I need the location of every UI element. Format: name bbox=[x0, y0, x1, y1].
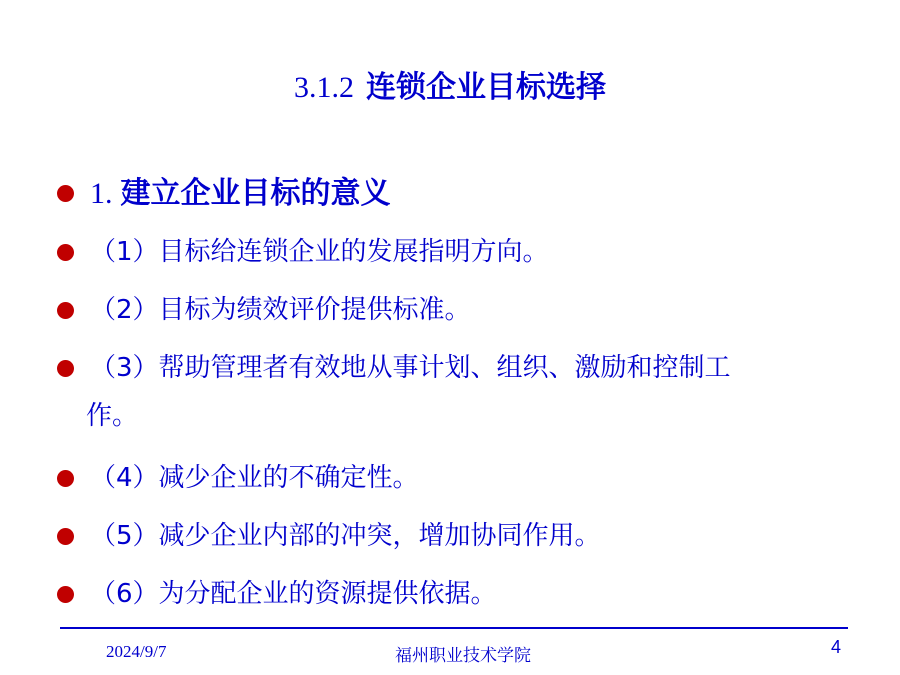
list-item bbox=[56, 570, 856, 628]
list-item bbox=[56, 512, 856, 570]
heading-item bbox=[56, 170, 856, 228]
list-item bbox=[56, 228, 856, 286]
bullet-list bbox=[56, 170, 856, 628]
bullet-dot-icon bbox=[57, 360, 74, 377]
heading-number: 1. bbox=[90, 177, 113, 210]
slide-title bbox=[0, 66, 900, 110]
title-text: 连锁企业目标选择 bbox=[366, 70, 606, 105]
page-number: 4 bbox=[831, 637, 842, 657]
list-item bbox=[56, 454, 856, 512]
list-item bbox=[56, 286, 856, 344]
list-item-text: （4）减少企业的不确定性。 bbox=[90, 463, 419, 493]
list-item-text: （5）减少企业内部的冲突，增加协同作用。 bbox=[90, 521, 601, 551]
bullet-dot-icon bbox=[57, 302, 74, 319]
bullet-dot-icon bbox=[57, 244, 74, 261]
bullet-dot-icon bbox=[57, 586, 74, 603]
bullet-dot-icon bbox=[57, 185, 74, 202]
list-item-text: （2）目标为绩效评价提供标准。 bbox=[90, 295, 471, 325]
title-number: 3.1.2 bbox=[294, 71, 354, 104]
list-item-text: （6）为分配企业的资源提供依据。 bbox=[90, 579, 497, 609]
heading-text: 建立企业目标的意义 bbox=[120, 176, 391, 211]
bullet-dot-icon bbox=[57, 528, 74, 545]
footer-divider bbox=[60, 627, 848, 629]
footer-date: 2024/9/7 bbox=[106, 642, 167, 661]
list-item-text: （1）目标给连锁企业的发展指明方向。 bbox=[90, 237, 549, 267]
list-item-continuation: 作。 bbox=[86, 401, 139, 431]
list-item-text: （3）帮助管理者有效地从事计划、组织、激励和控制工 bbox=[90, 353, 731, 383]
footer-school-name: 福州职业技术学院 bbox=[395, 646, 531, 666]
list-item bbox=[56, 344, 856, 454]
bullet-dot-icon bbox=[57, 470, 74, 487]
